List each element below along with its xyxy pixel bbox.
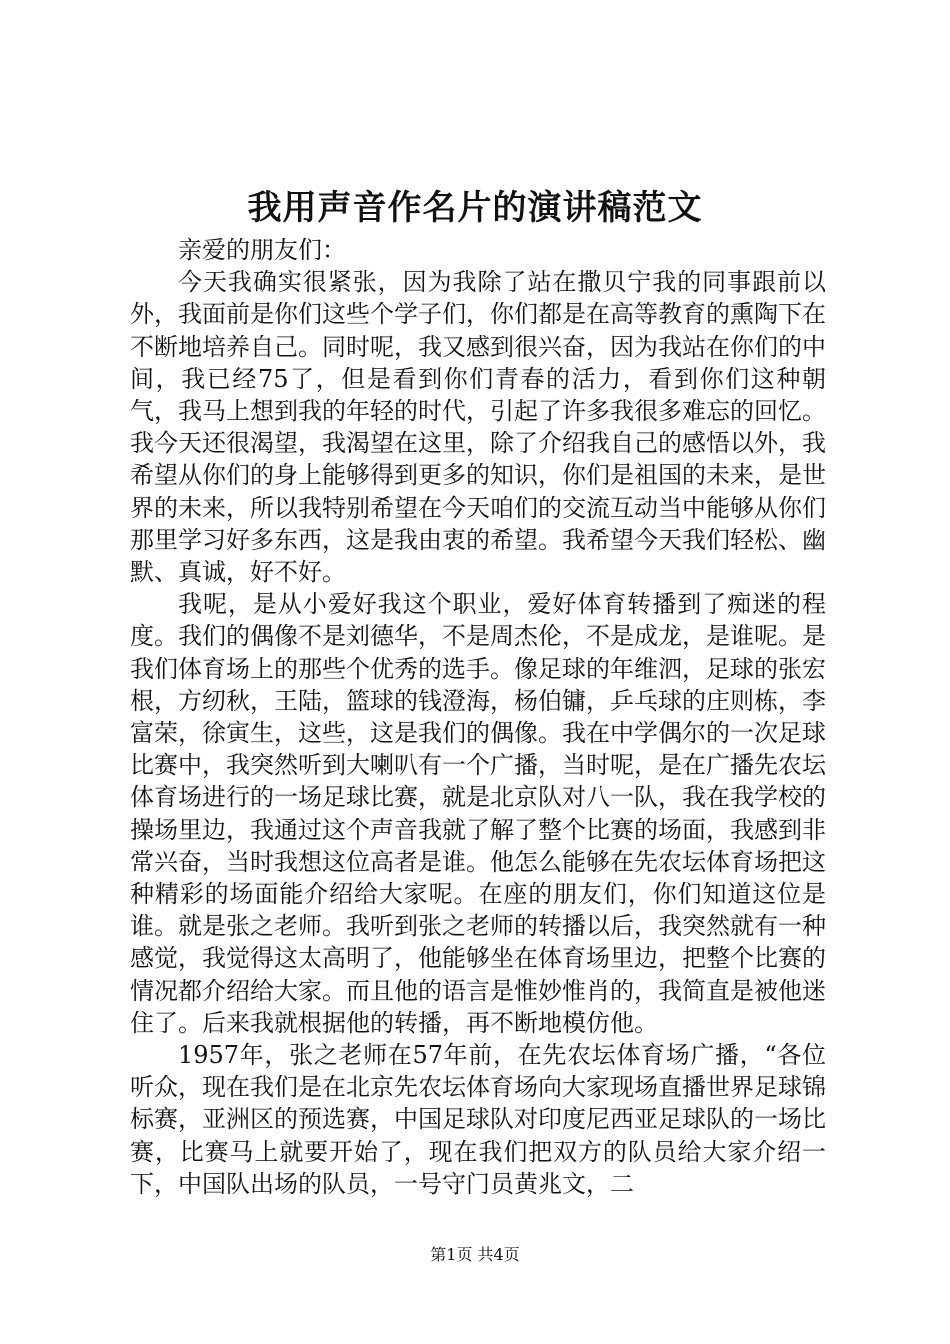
document-title: 我用声音作名片的演讲稿范文 [247, 188, 703, 228]
page-footer: 第1页 共4页 [430, 1245, 520, 1264]
salutation-paragraph: 亲爱的朋友们： [178, 236, 346, 264]
body-paragraph-2: 我呢，是从小爱好我这个职业，爱好体育转播到了痴迷的程度。我们的偶像不是刘德华，不是周杰伦，不是成龙，是谁呢。是我们体育场上的那些个优秀的选手。像足球的年维泗，足球的张宏根，方纫秋，王陆，篮球的钱澄海，杨伯镛，乒乓球的庄则栋，李富荣，徐寅生，这些，这是我们的偶像。我在中学偶尔的一次足球比赛中，我突然听到大喇叭有一个广播，当时呢，是在广播先农坛体育场进行的一场足球比赛，就是北京队对八一队，我在我学校的操场里边，我通过这个声音我就了解了整个比赛的场面，我感到非常兴奋，当时我想这位高者是谁。他怎么能够在先农坛体育场把这种精彩的场面能介绍给大家呢。在座的朋友们，你们知道这位是谁。就是张之老师。我听到张之老师的转播以后，我突然就有一种感觉，我觉得这太高明了，他能够坐在体育场里边，把整个比赛的情况都介绍给大家。而且他的语言是惟妙惟肖的，我简直是被他迷住了。后来我就根据他的转播，再不断地模仿他。 [130, 590, 826, 1037]
body-paragraph-3: 1957年，张之老师在57年前，在先农坛体育场广播，“各位听众，现在我们是在北京先农坛体育场向大家现场直播世界足球锦标赛，亚洲区的预选赛，中国足球队对印度尼西亚足球队的一场比赛，比赛马上就要开始了，现在我们把双方的队员给大家介绍一下，中国队出场的队员，一号守门员黄兆文，二 [130, 1041, 826, 1198]
document-body [130, 234, 826, 1200]
body-paragraph-1: 今天我确实很紧张，因为我除了站在撒贝宁我的同事跟前以外，我面前是你们这些个学子们，你们都是在高等教育的熏陶下在不断地培养自己。同时呢，我又感到很兴奋，因为我站在你们的中间，我已经75了，但是看到你们青春的活力，看到你们这种朝气，我马上想到我的年轻的时代，引起了许多我很多难忘的回忆。我今天还很渴望，我渴望在这里，除了介绍我自己的感悟以外，我希望从你们的身上能够得到更多的知识，你们是祖国的未来，是世界的未来，所以我特别希望在今天咱们的交流互动当中能够从你们那里学习好多东西，这是我由衷的希望。我希望今天我们轻松、幽默、真诚，好不好。 [130, 268, 826, 587]
